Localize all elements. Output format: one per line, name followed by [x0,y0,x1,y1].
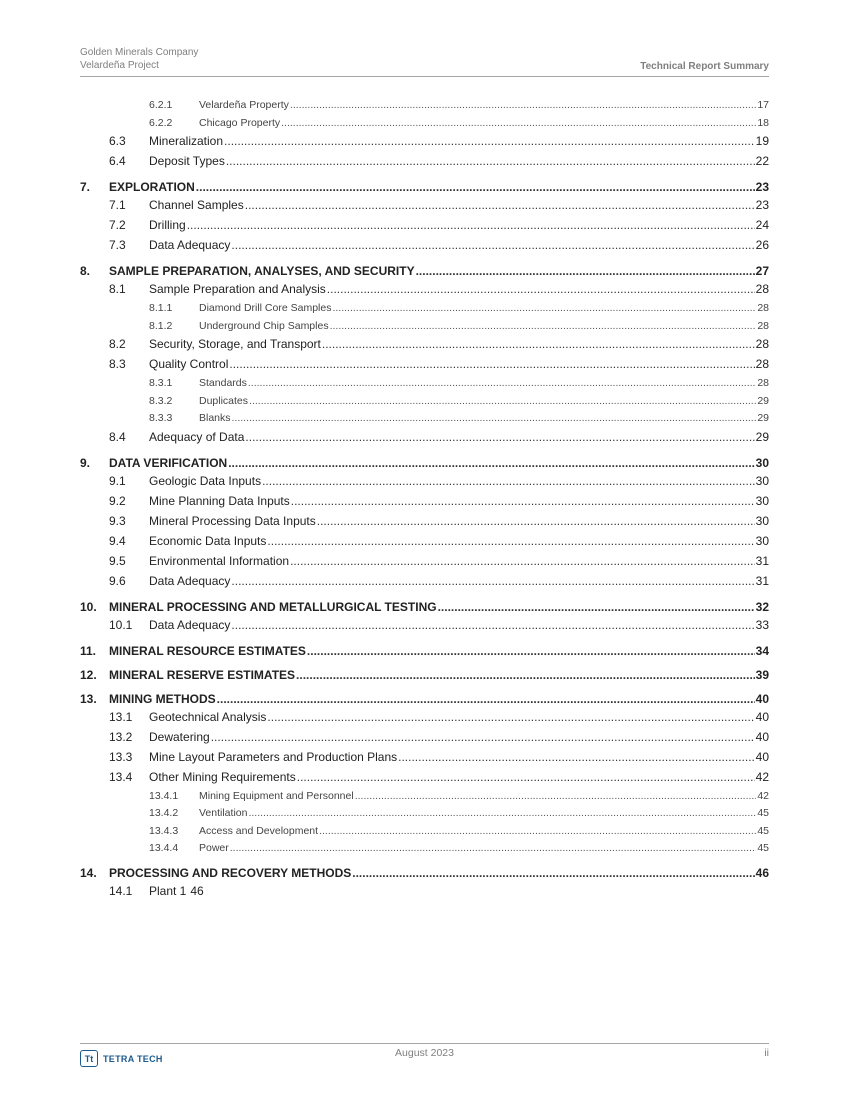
toc-entry-page: 46 [755,865,769,880]
toc-entry-page: 28 [755,337,769,351]
toc-entry-page: 45 [757,807,769,819]
toc-entry[interactable] [80,770,769,790]
toc-entry-number: 8.4 [109,429,126,444]
toc-entry[interactable] [80,180,769,198]
toc-entry[interactable] [80,884,769,904]
toc-entry-number: 12. [80,667,97,682]
toc-entry-title: Other Mining Requirements [149,769,296,784]
toc-entry-number: 13.4.2 [149,807,179,819]
toc-dot-leader [267,534,754,548]
toc-entry[interactable] [80,474,769,494]
footer-divider [80,1043,769,1044]
toc-entry-title: Velardeña Property [199,99,289,111]
toc-entry-title: Blanks [199,412,231,424]
toc-entry-number: 7. [80,180,91,194]
header-divider [80,76,769,77]
toc-entry[interactable] [80,218,769,238]
toc-entry-page: 31 [755,573,769,588]
toc-entry-number: 6.4 [109,154,126,168]
toc-entry-title: Mine Planning Data Inputs [149,493,290,508]
toc-entry-page: 40 [755,749,769,764]
toc-dot-leader [196,180,755,194]
toc-entry-number: 13.2 [109,729,133,744]
toc-entry-page: 42 [755,769,769,784]
toc-entry[interactable] [80,825,769,843]
toc-entry-number: 9.1 [109,473,126,488]
toc-entry-page: 39 [755,667,769,682]
toc-entry-title: Dewatering [149,729,210,744]
toc-entry-number: 9.5 [109,553,126,568]
toc-dot-leader [297,770,755,784]
toc-entry-page: 30 [755,513,769,528]
toc-entry[interactable] [80,320,769,338]
report-title: Technical Report Summary [640,61,769,72]
toc-entry[interactable] [80,534,769,554]
toc-entry-page: 40 [755,691,769,706]
toc-entry-number: 8.3 [109,357,126,371]
toc-entry-title: Access and Development [199,824,319,837]
toc-entry[interactable] [80,154,769,174]
toc-entry-number: 13.4.1 [149,789,179,802]
toc-entry-page: 29 [757,412,769,424]
toc-entry-title: MINERAL RESERVE ESTIMATES [109,667,296,682]
toc-entry-title: Data Adequacy [149,573,231,588]
toc-entry-number: 9. [80,455,91,470]
toc-entry-number: 8.1.1 [149,302,173,314]
toc-entry-title: Diamond Drill Core Samples [199,302,332,314]
toc-entry[interactable] [80,494,769,514]
toc-dot-leader [319,825,756,837]
toc-entry-page: 28 [755,282,769,296]
toc-entry[interactable] [80,99,769,117]
toc-dot-leader [231,574,754,588]
toc-entry-number: 6.3 [109,134,126,148]
toc-entry-title: Plant 1 [149,883,187,898]
toc-entry[interactable] [80,456,769,474]
toc-dot-leader [398,750,755,764]
toc-entry[interactable] [80,644,769,662]
toc-entry[interactable] [80,750,769,770]
toc-dot-leader [290,99,756,111]
toc-entry[interactable] [80,264,769,282]
toc-entry-number: 13.3 [109,749,133,764]
toc-dot-leader [226,154,755,168]
toc-entry-title: Standards [199,377,247,389]
tetra-tech-logo-text: TETRA TECH [103,1053,163,1064]
toc-entry[interactable] [80,430,769,450]
toc-entry[interactable] [80,134,769,154]
toc-entry-number: 8.3.3 [149,412,173,424]
toc-dot-leader [330,320,757,332]
toc-entry-page: 30 [755,533,769,548]
toc-entry-title: MINERAL RESOURCE ESTIMATES [109,643,306,658]
toc-entry-page: 28 [757,319,769,332]
toc-entry[interactable] [80,395,769,413]
toc-entry[interactable] [80,807,769,825]
toc-entry-number: 10. [80,599,97,614]
toc-entry[interactable] [80,692,769,710]
toc-dot-leader [245,430,754,444]
toc-dot-leader [317,514,755,528]
toc-entry-title: Geotechnical Analysis [149,709,267,724]
toc-entry[interactable] [80,710,769,730]
toc-entry-title: Economic Data Inputs [149,533,267,548]
toc-dot-leader [262,474,755,488]
toc-entry-title: Channel Samples [149,198,244,212]
toc-entry-page: 30 [755,473,769,488]
toc-entry[interactable] [80,730,769,750]
toc-dot-leader [267,710,754,724]
toc-dot-leader [249,395,756,407]
toc-entry-number: 9.6 [109,573,126,588]
toc-entry-title: DATA VERIFICATION [109,455,228,470]
toc-dot-leader [230,842,757,854]
toc-entry[interactable] [80,866,769,884]
toc-dot-leader [290,554,755,568]
toc-entry[interactable] [80,302,769,320]
toc-entry-number: 7.1 [109,198,126,212]
toc-dot-leader [211,730,755,744]
tetra-tech-logo-mark: Tt [80,1050,98,1067]
toc-entry-title: Duplicates [199,394,249,407]
toc-dot-leader [229,357,754,371]
toc-entry-number: 10.1 [109,617,133,632]
toc-dot-leader [307,644,755,658]
toc-entry-number: 7.3 [109,238,126,252]
toc-dot-leader [217,692,755,706]
page-number: ii [764,1047,769,1059]
toc-entry-number: 8.1.2 [149,319,173,332]
toc-entry-page: 28 [757,302,769,314]
toc-entry-title: Quality Control [149,357,229,371]
toc-dot-leader [231,618,754,632]
toc-dot-leader [352,866,754,880]
toc-entry[interactable] [80,238,769,258]
company-name: Golden Minerals Company [80,47,199,58]
toc-entry-title: Security, Storage, and Transport [149,337,321,351]
toc-entry-number: 6.2.2 [149,116,173,129]
toc-entry-number: 8.2 [109,337,126,351]
toc-entry-title: Ventilation [199,807,248,819]
toc-dot-leader [438,600,755,614]
toc-entry-number: 8.3.1 [149,377,173,389]
toc-entry-number: 6.2.1 [149,99,173,111]
toc-dot-leader [232,412,757,424]
toc-entry-page: 28 [757,377,769,389]
toc-entry[interactable] [80,337,769,357]
toc-dot-leader [245,198,755,212]
toc-dot-leader [291,494,755,508]
toc-dot-leader [248,807,756,819]
toc-entry-page: 17 [757,99,769,111]
project-name: Velardeña Project [80,60,159,71]
toc-dot-leader [228,456,754,470]
toc-entry-title: Mineral Processing Data Inputs [149,513,316,528]
toc-entry-title: Data Adequacy [149,617,231,632]
toc-entry-page: 42 [757,789,769,802]
toc-entry-number: 13.4.4 [149,842,179,854]
toc-entry-title: Deposit Types [149,154,225,168]
toc-entry-title: MINING METHODS [109,691,216,706]
table-of-contents [80,99,769,904]
toc-dot-leader [322,337,755,351]
toc-entry[interactable] [80,117,769,135]
toc-entry-page: 26 [755,238,769,252]
toc-entry-number: 9.2 [109,493,126,508]
toc-entry-title: Sample Preparation and Analysis [149,282,326,296]
toc-entry-page: 46 [190,883,204,898]
toc-entry[interactable] [80,282,769,302]
toc-dot-leader [332,302,756,314]
toc-entry-page: 32 [755,599,769,614]
toc-entry[interactable] [80,574,769,594]
toc-entry-title: EXPLORATION [109,180,195,194]
toc-entry-number: 13. [80,691,97,706]
toc-entry-page: 34 [755,643,769,658]
toc-entry-page: 40 [755,729,769,744]
toc-entry-number: 8. [80,264,91,278]
toc-entry-page: 22 [755,154,769,168]
toc-entry-number: 8.3.2 [149,394,173,407]
toc-entry[interactable] [80,790,769,808]
toc-dot-leader [187,218,755,232]
toc-entry-title: Chicago Property [199,116,281,129]
toc-entry-number: 14.1 [109,883,133,898]
toc-entry-number: 14. [80,865,97,880]
running-header [80,46,198,72]
toc-entry-page: 23 [755,198,769,212]
toc-entry-title: Adequacy of Data [149,429,245,444]
toc-entry-page: 23 [755,180,769,194]
footer-date: August 2023 [395,1047,454,1059]
toc-dot-leader [224,134,755,148]
toc-entry-page: 29 [757,394,769,407]
toc-entry-page: 45 [757,842,769,854]
toc-entry[interactable] [80,377,769,395]
toc-entry-number: 9.4 [109,533,126,548]
toc-entry-page: 33 [755,617,769,632]
toc-entry-number: 13.4.3 [149,824,179,837]
toc-entry-title: Underground Chip Samples [199,319,329,332]
toc-entry-title: Environmental Information [149,553,290,568]
toc-entry[interactable] [80,514,769,534]
toc-entry-title: Power [199,842,229,854]
toc-entry-title: Drilling [149,218,186,232]
toc-entry-title: Mineralization [149,134,224,148]
toc-entry-number: 13.4 [109,769,133,784]
toc-dot-leader [296,668,755,682]
toc-entry-title: PROCESSING AND RECOVERY METHODS [109,865,352,880]
toc-entry-number: 8.1 [109,282,126,296]
toc-entry-page: 18 [757,116,769,129]
toc-entry-page: 27 [755,264,769,278]
toc-dot-leader [281,117,756,129]
toc-entry-page: 29 [755,429,769,444]
toc-entry-page: 40 [755,709,769,724]
toc-entry-title: Geologic Data Inputs [149,473,262,488]
toc-entry-title: SAMPLE PREPARATION, ANALYSES, AND SECURITY [109,264,415,278]
toc-entry-number: 9.3 [109,513,126,528]
toc-dot-leader [231,238,754,252]
toc-entry-title: Data Adequacy [149,238,231,252]
toc-entry[interactable] [80,357,769,377]
toc-entry-number: 7.2 [109,218,126,232]
toc-entry-page: 28 [755,357,769,371]
toc-entry-page: 45 [757,824,769,837]
toc-entry-page: 24 [755,218,769,232]
toc-entry-page: 31 [755,553,769,568]
toc-entry[interactable] [80,842,769,860]
toc-entry-page: 19 [755,134,769,148]
toc-entry[interactable] [80,554,769,574]
toc-entry[interactable] [80,668,769,686]
toc-dot-leader [327,282,755,296]
toc-dot-leader [248,377,756,389]
toc-entry[interactable] [80,618,769,638]
toc-dot-leader [416,264,755,278]
toc-entry-number: 13.1 [109,709,133,724]
toc-entry-title: Mining Equipment and Personnel [199,789,354,802]
toc-entry-title: Mine Layout Parameters and Production Plans [149,749,398,764]
toc-entry[interactable] [80,600,769,618]
toc-dot-leader [355,790,757,802]
toc-entry-page: 30 [755,493,769,508]
toc-entry-number: 11. [80,643,97,658]
toc-entry-title: MINERAL PROCESSING AND METALLURGICAL TESTING [109,599,437,614]
toc-entry[interactable] [80,198,769,218]
toc-entry-page: 30 [755,455,769,470]
toc-entry[interactable] [80,412,769,430]
